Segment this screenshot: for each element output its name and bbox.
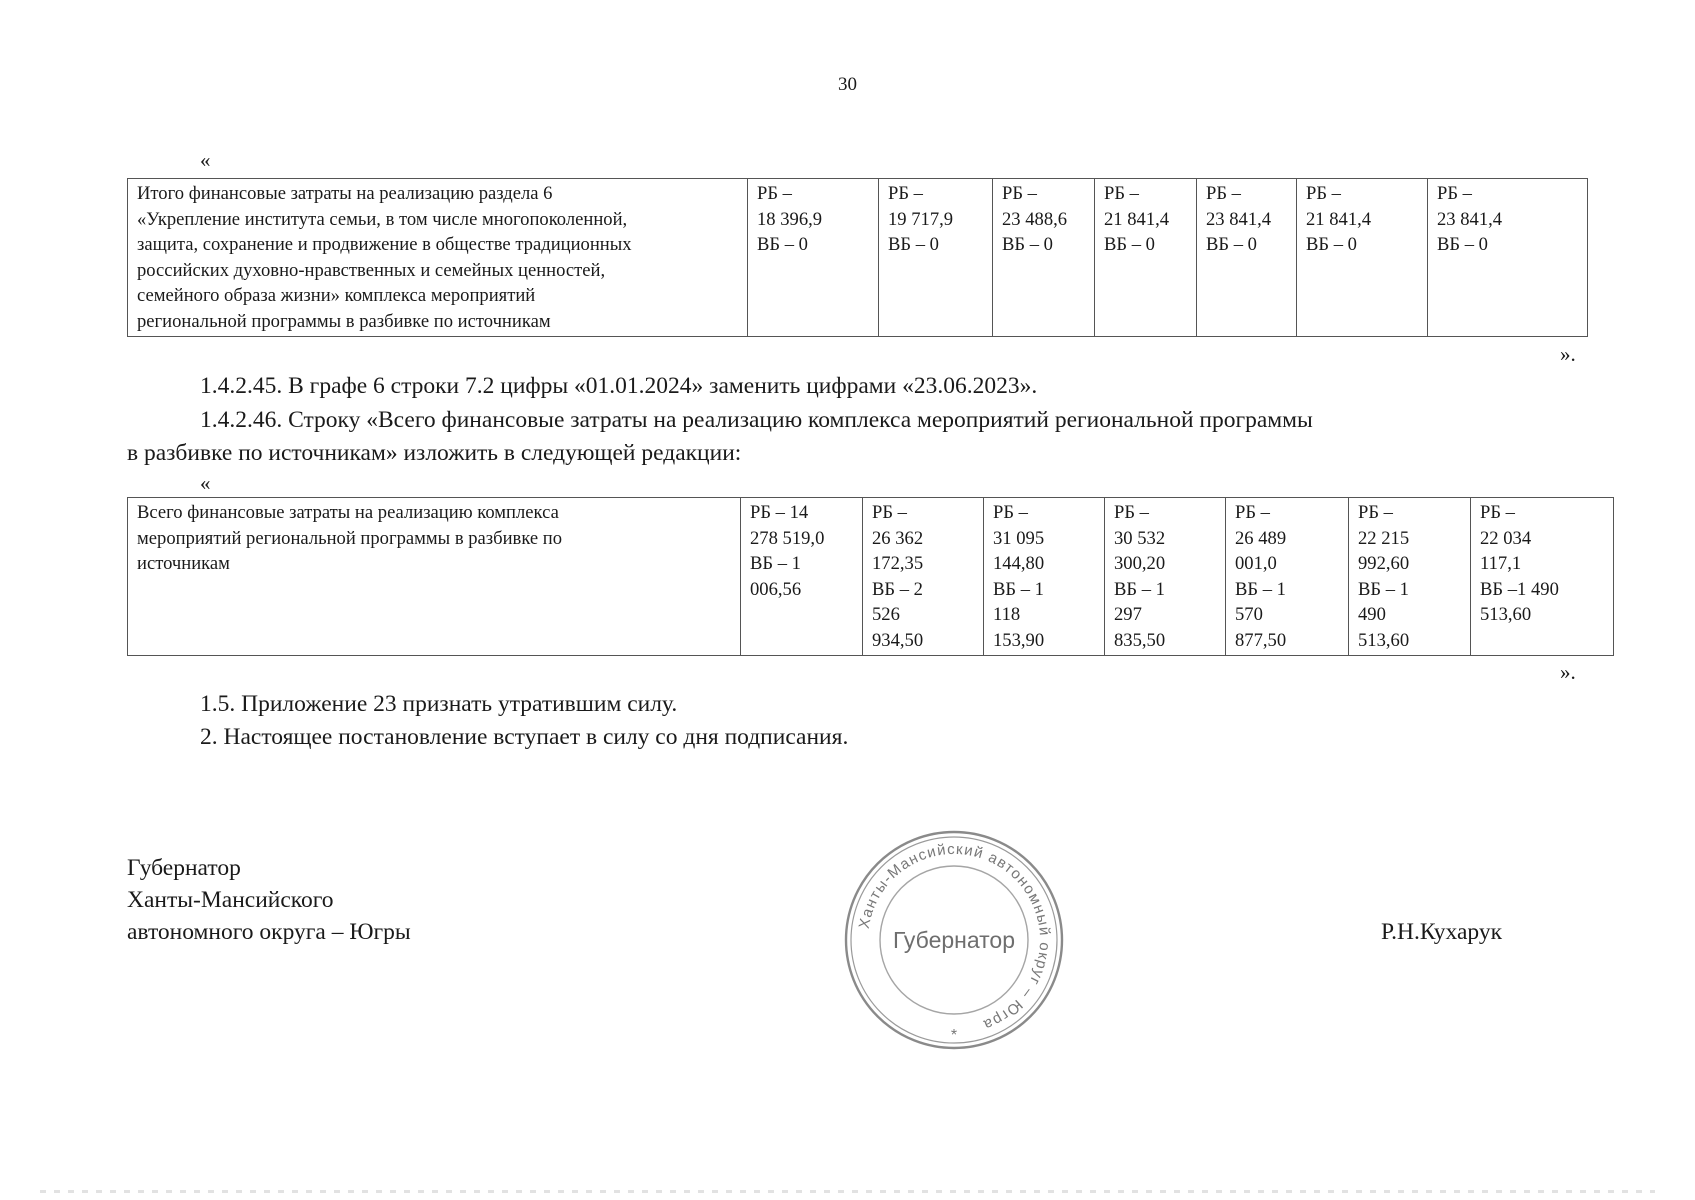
table-cell-value: РБ – 21 841,4 ВБ – 0 [1297,179,1428,337]
signatory-title-line-1: Губернатор [127,855,241,881]
table-cell-value: РБ – 18 396,9 ВБ – 0 [748,179,879,337]
table-cell-value: РБ – 31 095 144,80 ВБ – 1 118 153,90 [984,498,1105,656]
page-number: 30 [838,74,857,95]
closing-quote-2: ». [1560,660,1576,684]
table-cell-value: РБ – 30 532 300,20 ВБ – 1 297 835,50 [1105,498,1226,656]
signatory-title-line-2: Ханты-Мансийского [127,887,334,913]
opening-quote-2: « [200,471,211,495]
opening-quote-1: « [200,148,211,172]
scan-artifact-line [40,1190,1655,1193]
table-cell-description: Всего финансовые затраты на реализацию комплекса мероприятий региональной программы в разбивке по источникам [128,498,741,656]
seal-ring-text: Ханты-Мансийский автономный округ – Югра [855,840,1054,1034]
table-cell-value: РБ – 23 841,4 ВБ – 0 [1197,179,1297,337]
paragraph-1-4-2-46-continued: в разбивке по источникам» изложить в следующей редакции: [127,440,742,466]
table-cell-value: РБ – 21 841,4 ВБ – 0 [1095,179,1197,337]
table-cell-value: РБ – 14 278 519,0 ВБ – 1 006,56 [741,498,863,656]
signatory-title-line-3: автономного округа – Югры [127,919,411,945]
table-cell-value: РБ – 23 841,4 ВБ – 0 [1428,179,1588,337]
seal-center-text: Губернатор [892,927,1016,953]
closing-quote-1: ». [1560,342,1576,366]
signatory-name: Р.Н.Кухарук [1381,919,1502,945]
table-cell-value: РБ – 22 034 117,1 ВБ –1 490 513,60 [1471,498,1614,656]
official-seal-stamp [842,828,1066,1052]
table-cell-value: РБ – 26 362 172,35 ВБ – 2 526 934,50 [863,498,984,656]
table-cell-value: РБ – 22 215 992,60 ВБ – 1 490 513,60 [1349,498,1471,656]
table-cell-description: Итого финансовые затраты на реализацию раздела 6 «Укрепление института семьи, в том числе многопоколенной, защита, сохранение и продвижение в обществе традиционных российских духовно-нравственных и семейных ценностей, семейного образа жизни» комплекса мероприятий региональной программы в разбивке по источникам [128,179,748,337]
table-cell-value: РБ – 23 488,6 ВБ – 0 [993,179,1095,337]
table-cell-value: РБ – 26 489 001,0 ВБ – 1 570 877,50 [1226,498,1349,656]
program-total-table [127,497,1614,656]
table-row [128,179,1588,337]
paragraph-1-5: 1.5. Приложение 23 признать утратившим силу. [200,691,678,717]
section6-total-table [127,178,1588,337]
table-cell-value: РБ – 19 717,9 ВБ – 0 [879,179,993,337]
table-row [128,498,1614,656]
seal-star: * [950,1027,958,1044]
paragraph-1-4-2-46: 1.4.2.46. Строку «Всего финансовые затраты на реализацию комплекса мероприятий региональной программы [200,407,1313,433]
paragraph-1-4-2-45: 1.4.2.45. В графе 6 строки 7.2 цифры «01.01.2024» заменить цифрами «23.06.2023». [200,373,1038,399]
paragraph-2: 2. Настоящее постановление вступает в силу со дня подписания. [200,724,849,750]
